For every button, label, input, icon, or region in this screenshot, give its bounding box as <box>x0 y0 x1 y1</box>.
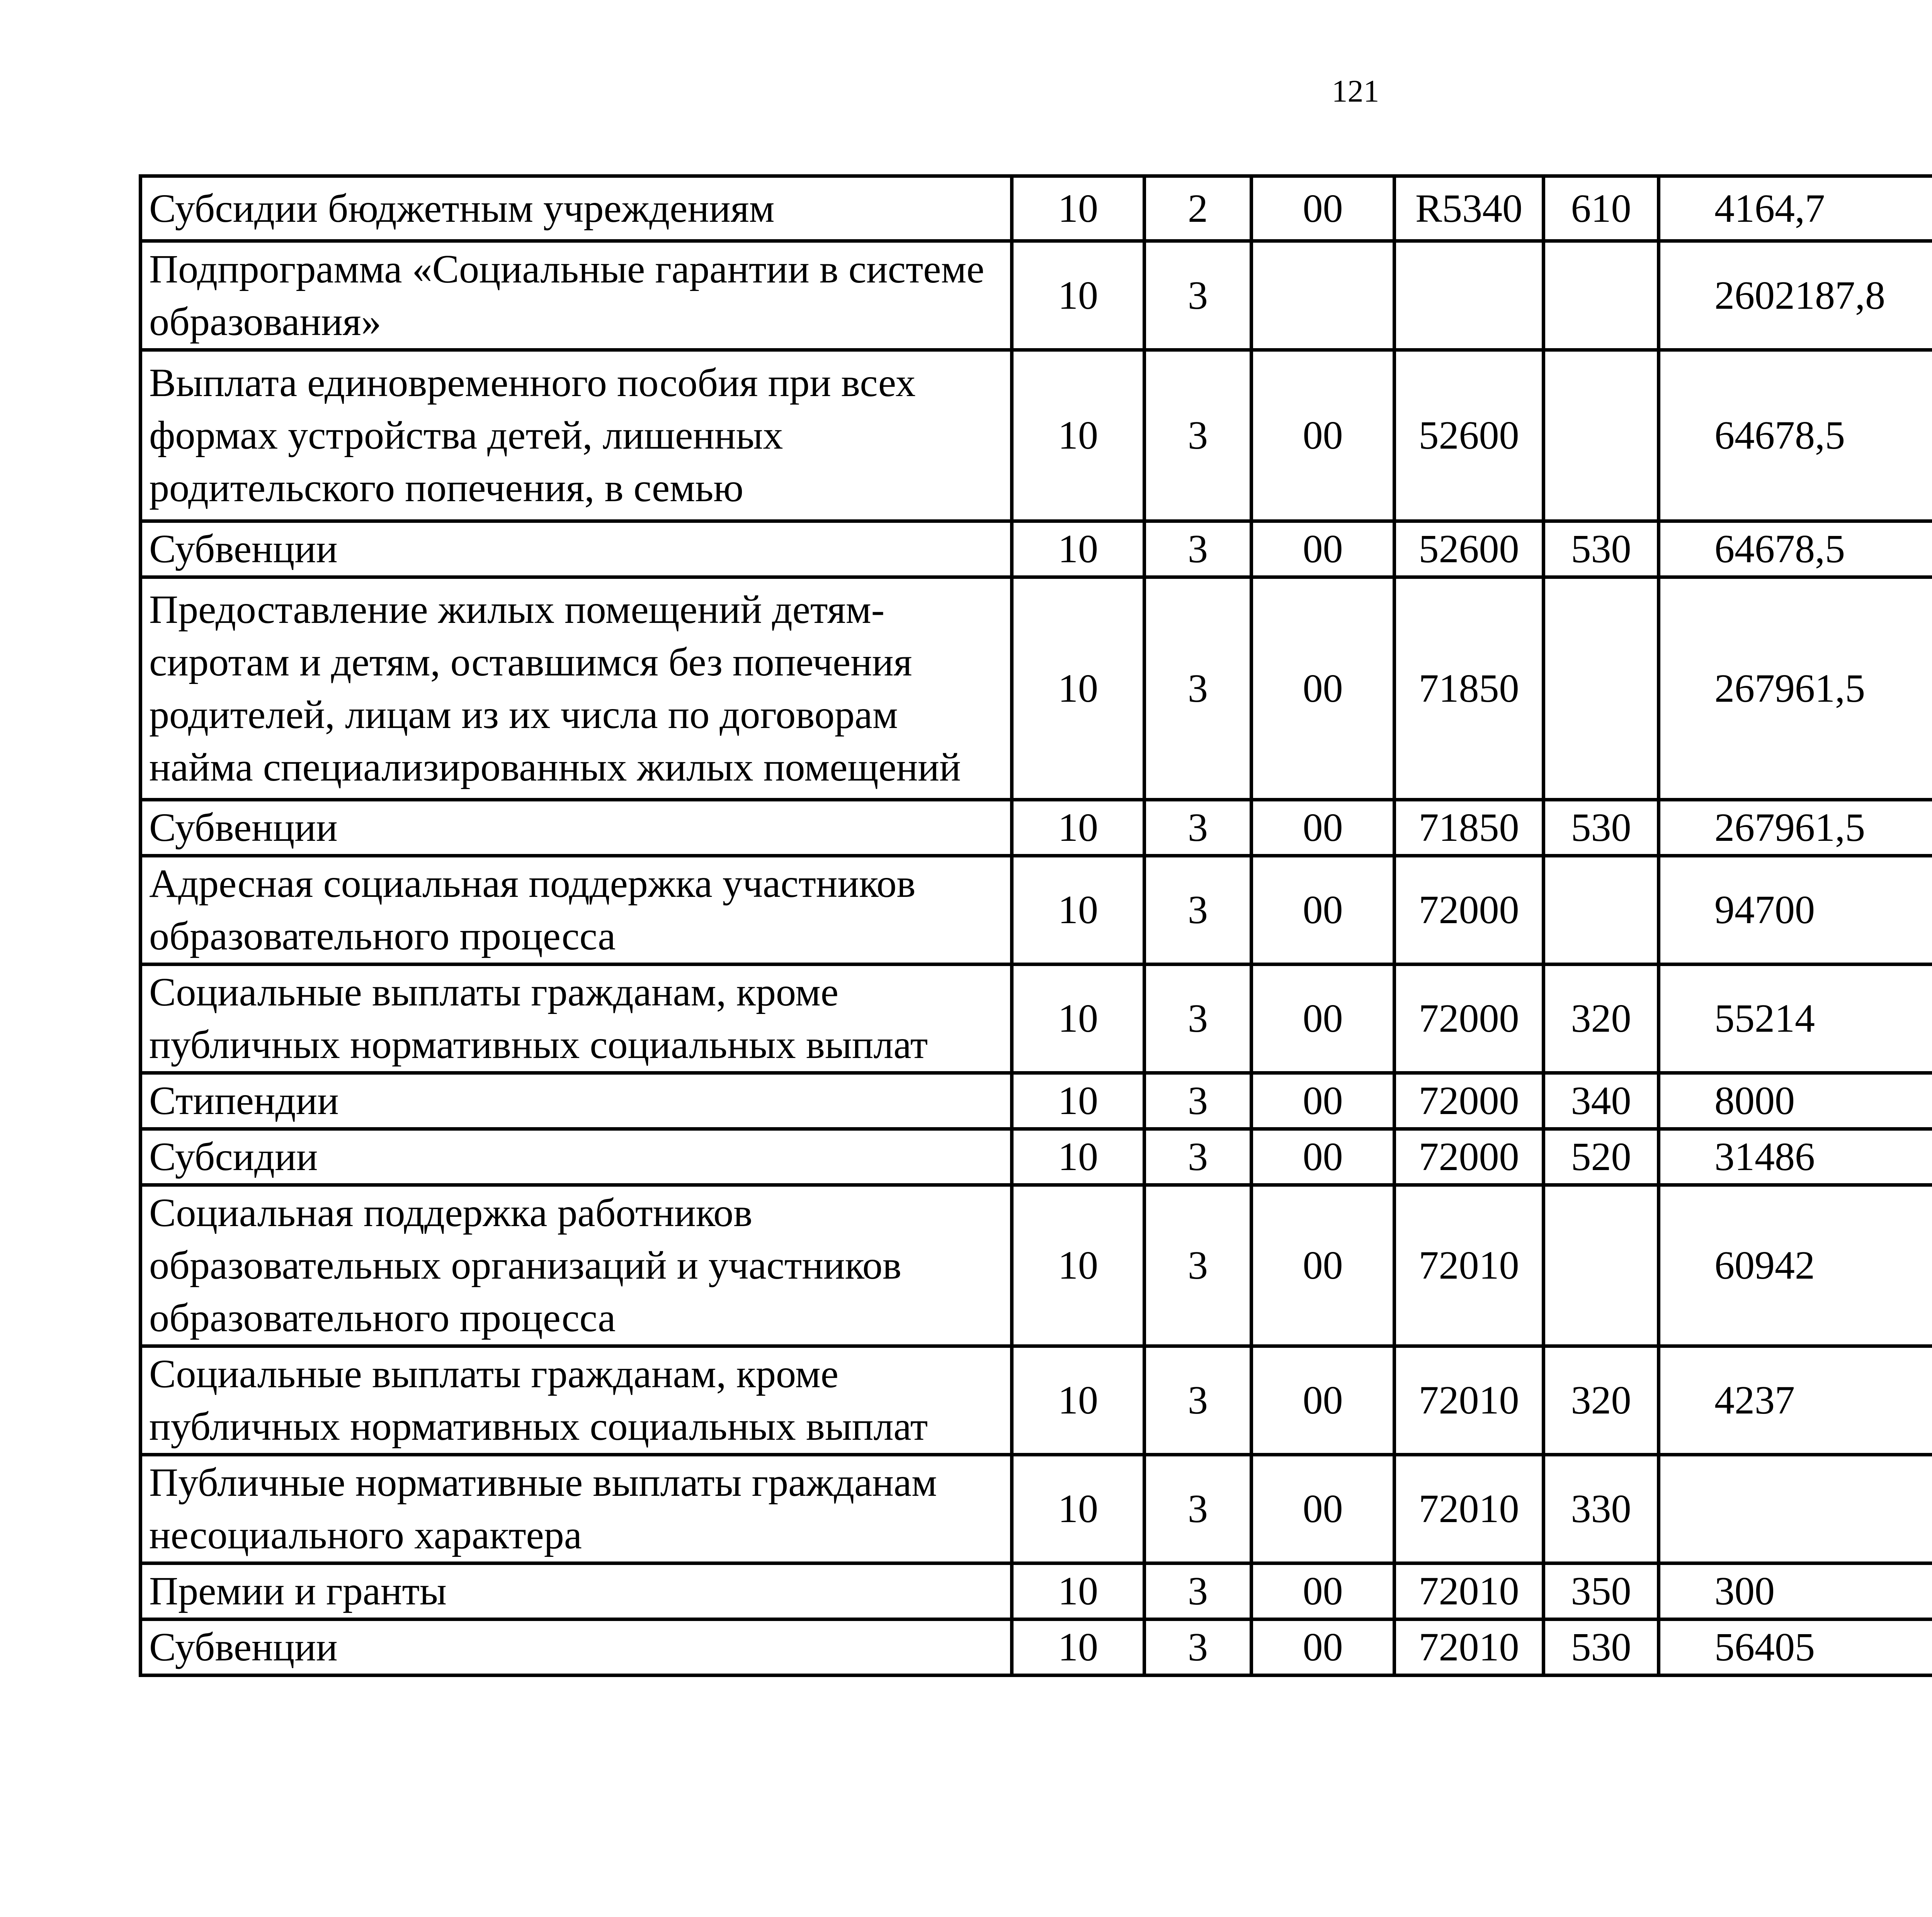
row-expense-type: 530 <box>1544 800 1659 856</box>
row-expense-type: 530 <box>1544 521 1659 577</box>
row-subsection: 3 <box>1145 856 1252 964</box>
row-amount-1: 60942 <box>1659 1185 1932 1346</box>
row-program: 00 <box>1252 1455 1395 1563</box>
row-amount-1: 56405 <box>1659 1619 1932 1675</box>
row-subsection: 3 <box>1145 350 1252 521</box>
table-row <box>141 1455 1932 1563</box>
row-expense-type <box>1544 350 1659 521</box>
row-section: 10 <box>1012 1129 1145 1185</box>
row-section: 10 <box>1012 176 1145 241</box>
row-target-code: 72010 <box>1395 1619 1544 1675</box>
row-amount-1: 4164,7 <box>1659 176 1932 241</box>
row-expense-type: 530 <box>1544 1619 1659 1675</box>
row-amount-1: 64678,5 <box>1659 350 1932 521</box>
row-target-code: 72010 <box>1395 1563 1544 1619</box>
table-row <box>141 1619 1932 1675</box>
row-name: Адресная социальная поддержка участников образовательного процесса <box>141 856 1012 964</box>
row-name: Стипендии <box>141 1073 1012 1129</box>
table-row <box>141 856 1932 964</box>
row-subsection: 3 <box>1145 1185 1252 1346</box>
row-amount-1: 55214 <box>1659 964 1932 1073</box>
row-section: 10 <box>1012 241 1145 350</box>
row-program <box>1252 241 1395 350</box>
row-name: Субвенции <box>141 800 1012 856</box>
page-number: 121 <box>1332 73 1379 109</box>
row-target-code <box>1395 241 1544 350</box>
row-amount-1: 94700 <box>1659 856 1932 964</box>
budget-table <box>139 174 1932 1677</box>
row-subsection: 3 <box>1145 1129 1252 1185</box>
row-amount-1: 267961,5 <box>1659 577 1932 800</box>
row-expense-type: 520 <box>1544 1129 1659 1185</box>
table-row <box>141 1346 1932 1455</box>
row-program: 00 <box>1252 1129 1395 1185</box>
row-program: 00 <box>1252 350 1395 521</box>
row-target-code: 72010 <box>1395 1455 1544 1563</box>
row-program: 00 <box>1252 176 1395 241</box>
row-section: 10 <box>1012 964 1145 1073</box>
row-amount-1: 267961,5 <box>1659 800 1932 856</box>
row-section: 10 <box>1012 577 1145 800</box>
row-expense-type <box>1544 1185 1659 1346</box>
row-name: Субсидии <box>141 1129 1012 1185</box>
row-amount-1 <box>1659 1455 1932 1563</box>
row-program: 00 <box>1252 1185 1395 1346</box>
row-amount-1: 31486 <box>1659 1129 1932 1185</box>
table-row <box>141 350 1932 521</box>
row-expense-type: 320 <box>1544 964 1659 1073</box>
row-expense-type: 340 <box>1544 1073 1659 1129</box>
table-row <box>141 521 1932 577</box>
row-section: 10 <box>1012 521 1145 577</box>
row-section: 10 <box>1012 1185 1145 1346</box>
row-target-code: 71850 <box>1395 577 1544 800</box>
table-row <box>141 800 1932 856</box>
row-name: Премии и гранты <box>141 1563 1012 1619</box>
row-name: Социальные выплаты гражданам, кроме публичных нормативных социальных выплат <box>141 964 1012 1073</box>
table-row <box>141 577 1932 800</box>
row-expense-type <box>1544 241 1659 350</box>
row-target-code: R5340 <box>1395 176 1544 241</box>
row-amount-1: 300 <box>1659 1563 1932 1619</box>
row-target-code: 52600 <box>1395 350 1544 521</box>
row-name: Субсидии бюджетным учреждениям <box>141 176 1012 241</box>
table-row <box>141 1563 1932 1619</box>
row-program: 00 <box>1252 964 1395 1073</box>
row-expense-type: 350 <box>1544 1563 1659 1619</box>
row-section: 10 <box>1012 1619 1145 1675</box>
row-expense-type: 320 <box>1544 1346 1659 1455</box>
row-section: 10 <box>1012 1073 1145 1129</box>
row-subsection: 3 <box>1145 241 1252 350</box>
row-section: 10 <box>1012 1346 1145 1455</box>
row-name: Социальные выплаты гражданам, кроме публичных нормативных социальных выплат <box>141 1346 1012 1455</box>
row-expense-type <box>1544 577 1659 800</box>
row-target-code: 72000 <box>1395 1129 1544 1185</box>
row-subsection: 3 <box>1145 1619 1252 1675</box>
row-program: 00 <box>1252 1563 1395 1619</box>
row-amount-1: 4237 <box>1659 1346 1932 1455</box>
row-name: Выплата единовременного пособия при всех формах устройства детей, лишенных родительского попечения, в семью <box>141 350 1012 521</box>
row-name: Субвенции <box>141 521 1012 577</box>
row-name: Субвенции <box>141 1619 1012 1675</box>
row-subsection: 3 <box>1145 1346 1252 1455</box>
table-row <box>141 241 1932 350</box>
row-program: 00 <box>1252 800 1395 856</box>
row-section: 10 <box>1012 350 1145 521</box>
row-target-code: 71850 <box>1395 800 1544 856</box>
row-target-code: 72000 <box>1395 1073 1544 1129</box>
row-name: Предоставление жилых помещений детям-сиротам и детям, оставшимся без попечения родителей, лицам из их числа по договорам найма специализированных жилых помещений <box>141 577 1012 800</box>
row-amount-1: 2602187,8 <box>1659 241 1932 350</box>
row-subsection: 3 <box>1145 1563 1252 1619</box>
row-amount-1: 8000 <box>1659 1073 1932 1129</box>
table-row <box>141 964 1932 1073</box>
row-subsection: 3 <box>1145 964 1252 1073</box>
row-name: Публичные нормативные выплаты гражданам несоциального характера <box>141 1455 1012 1563</box>
row-expense-type: 330 <box>1544 1455 1659 1563</box>
row-amount-1: 64678,5 <box>1659 521 1932 577</box>
row-section: 10 <box>1012 800 1145 856</box>
table-row <box>141 1129 1932 1185</box>
row-program: 00 <box>1252 577 1395 800</box>
row-subsection: 3 <box>1145 1073 1252 1129</box>
row-target-code: 52600 <box>1395 521 1544 577</box>
row-name: Социальная поддержка работников образовательных организаций и участников образовательного процесса <box>141 1185 1012 1346</box>
row-section: 10 <box>1012 1455 1145 1563</box>
row-subsection: 3 <box>1145 800 1252 856</box>
row-target-code: 72010 <box>1395 1185 1544 1346</box>
row-target-code: 72010 <box>1395 1346 1544 1455</box>
row-subsection: 3 <box>1145 1455 1252 1563</box>
row-program: 00 <box>1252 856 1395 964</box>
row-section: 10 <box>1012 1563 1145 1619</box>
table-row <box>141 176 1932 241</box>
row-program: 00 <box>1252 521 1395 577</box>
row-program: 00 <box>1252 1619 1395 1675</box>
row-expense-type: 610 <box>1544 176 1659 241</box>
row-subsection: 3 <box>1145 577 1252 800</box>
table-row <box>141 1073 1932 1129</box>
row-subsection: 2 <box>1145 176 1252 241</box>
row-name: Подпрограмма «Социальные гарантии в системе образования» <box>141 241 1012 350</box>
row-section: 10 <box>1012 856 1145 964</box>
row-program: 00 <box>1252 1346 1395 1455</box>
row-subsection: 3 <box>1145 521 1252 577</box>
row-target-code: 72000 <box>1395 964 1544 1073</box>
row-target-code: 72000 <box>1395 856 1544 964</box>
row-expense-type <box>1544 856 1659 964</box>
row-program: 00 <box>1252 1073 1395 1129</box>
table-row <box>141 1185 1932 1346</box>
